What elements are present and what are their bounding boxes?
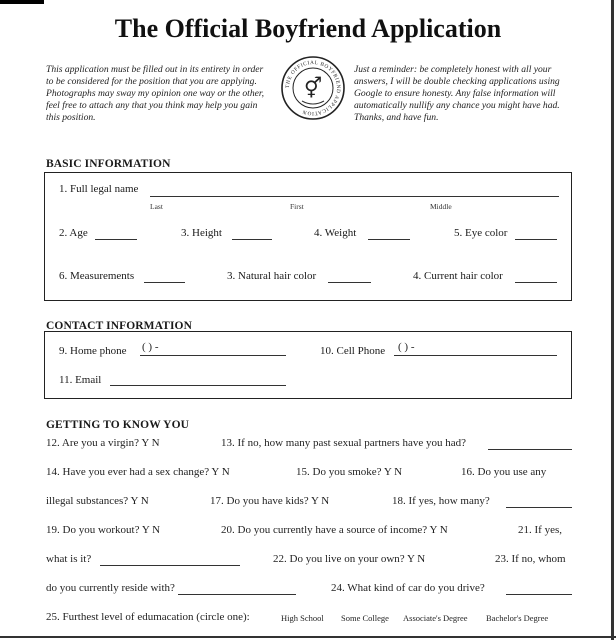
- q18-line[interactable]: [506, 507, 572, 508]
- q13-label: 13. If no, how many past sexual partners have you had?: [221, 437, 466, 449]
- eye-color-line[interactable]: [515, 239, 557, 240]
- q15-label: 15. Do you smoke? Y N: [296, 466, 403, 478]
- age-line[interactable]: [95, 239, 137, 240]
- middle-sublabel: Middle: [430, 202, 452, 211]
- page-edge-bottom: [0, 636, 616, 638]
- seal-ring-text: THE OFFICIAL BOYFRIEND APPLICATION: [284, 59, 342, 117]
- measurements-line[interactable]: [144, 282, 185, 283]
- weight-line[interactable]: [368, 239, 410, 240]
- q23-label: 23. If no, whom: [495, 553, 566, 565]
- seal-symbol-icon: ⚥: [303, 76, 323, 100]
- seal-logo: [280, 55, 346, 121]
- q23-continued: do you currently reside with?: [46, 582, 175, 594]
- q20-label: 20. Do you currently have a source of income? Y N: [221, 524, 448, 536]
- q21-label: 21. If yes,: [518, 524, 562, 536]
- home-phone-line[interactable]: [140, 355, 286, 356]
- natural-hair-label: 3. Natural hair color: [227, 270, 317, 282]
- age-label: 2. Age: [59, 227, 88, 239]
- q16-continued: illegal substances? Y N: [46, 495, 149, 507]
- email-line[interactable]: [110, 385, 286, 386]
- section-getting-heading: GETTING TO KNOW YOU: [46, 419, 190, 431]
- edu-option-bachelors[interactable]: Bachelor's Degree: [486, 613, 549, 623]
- height-line[interactable]: [232, 239, 272, 240]
- intro-right-text: Just a reminder: be completely honest with all your answers, I will be double checking applications using Google to ensure honesty. Any false information will automatically nullify any chance you might have had. Thanks, and have fun.: [354, 64, 560, 123]
- home-phone-mask: ( ) -: [142, 341, 159, 353]
- page-title: The Official Boyfriend Application: [114, 14, 502, 43]
- edu-option-some-college[interactable]: Some College: [341, 613, 389, 623]
- email-label: 11. Email: [59, 374, 102, 386]
- last-sublabel: Last: [150, 202, 163, 211]
- section-basic-heading: BASIC INFORMATION: [46, 158, 171, 170]
- q13-line[interactable]: [488, 449, 572, 450]
- measurements-label: 6. Measurements: [59, 270, 135, 282]
- natural-hair-line[interactable]: [328, 282, 371, 283]
- full-name-label: 1. Full legal name: [59, 183, 139, 195]
- q23-line[interactable]: [178, 594, 296, 595]
- top-bar-mark: [0, 0, 44, 4]
- cell-phone-mask: ( ) -: [398, 341, 415, 353]
- cell-phone-label: 10. Cell Phone: [320, 345, 386, 357]
- q22-label: 22. Do you live on your own? Y N: [273, 553, 426, 565]
- q21-continued: what is it?: [46, 553, 92, 565]
- weight-label: 4. Weight: [314, 227, 357, 239]
- eye-color-label: 5. Eye color: [454, 227, 508, 239]
- current-hair-label: 4. Current hair color: [413, 270, 503, 282]
- q25-label: 25. Furthest level of edumacation (circle one):: [46, 611, 250, 623]
- home-phone-label: 9. Home phone: [59, 345, 127, 357]
- q24-line[interactable]: [506, 594, 572, 595]
- edu-option-high-school[interactable]: High School: [281, 613, 324, 623]
- full-name-line[interactable]: [150, 196, 559, 197]
- q21-line[interactable]: [100, 565, 240, 566]
- contact-info-box: [44, 331, 572, 399]
- section-contact-heading: CONTACT INFORMATION: [46, 320, 192, 332]
- q12-label: 12. Are you a virgin? Y N: [46, 437, 160, 449]
- top-bar: [0, 0, 616, 7]
- q18-label: 18. If yes, how many?: [392, 495, 490, 507]
- cell-phone-line[interactable]: [394, 355, 557, 356]
- current-hair-line[interactable]: [515, 282, 557, 283]
- height-label: 3. Height: [181, 227, 222, 239]
- first-sublabel: First: [290, 202, 304, 211]
- page-edge-right: [611, 0, 614, 640]
- q17-label: 17. Do you have kids? Y N: [210, 495, 330, 507]
- edu-option-associates[interactable]: Associate's Degree: [403, 613, 468, 623]
- intro-left-text: This application must be filled out in its entirety in order to be considered for the position that you are applying. Photographs may sway my opinion one way or the other, feel free to attach any that you think may help you gain this position.: [46, 64, 264, 123]
- q14-label: 14. Have you ever had a sex change? Y N: [46, 466, 230, 478]
- q19-label: 19. Do you workout? Y N: [46, 524, 161, 536]
- q24-label: 24. What kind of car do you drive?: [331, 582, 485, 594]
- q16-label: 16. Do you use any: [461, 466, 547, 478]
